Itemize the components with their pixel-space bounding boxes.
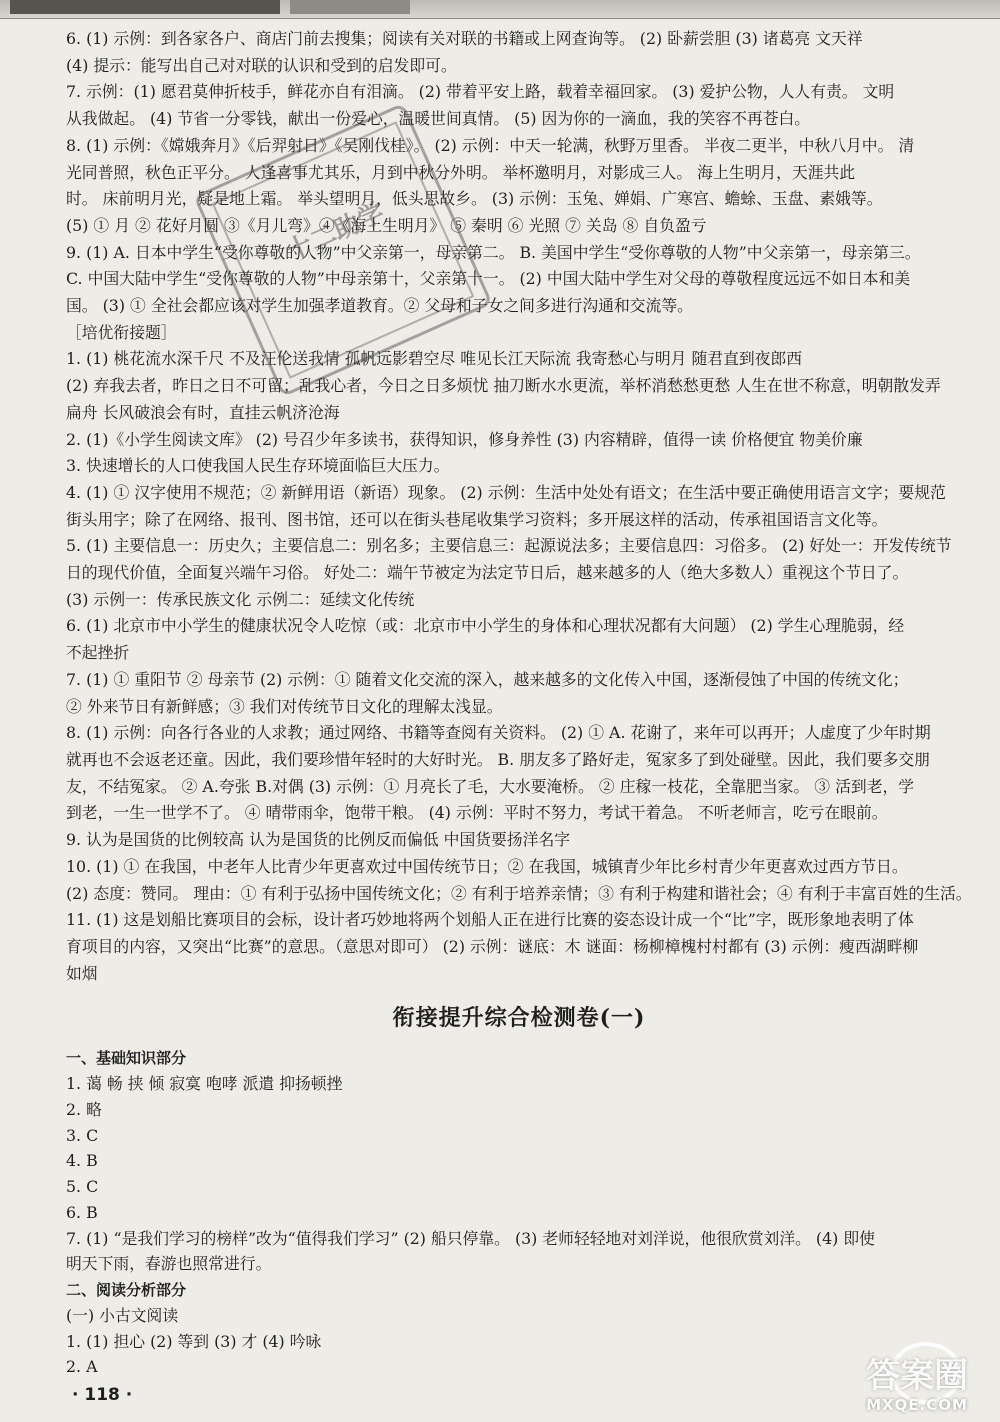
answer-line: 明天下雨，春游也照常进行。	[66, 1254, 272, 1274]
answer-line: 3. C	[66, 1125, 99, 1145]
answer-line: 10. (1) ① 在我国，中老年人比青少年更喜欢过中国传统节日；② 在我国，城镇青少年比乡村青少年更喜欢过西方节日。	[66, 856, 908, 876]
stamp-text: 十二助学	[281, 197, 389, 268]
answer-line: 光同普照，秋色正平分。 人逢喜事尤其乐，月到中秋分外明。 举杯邀明月，对影成三人。 海上生明月，天涯共此	[66, 162, 856, 182]
answer-line: 从我做起。 (4) 节省一分零钱，献出一份爱心，温暖世间真情。 (5) 因为你的一滴血，我的笑容不再苍白。	[66, 109, 811, 129]
answer-line: C. 中国大陆中学生“受你尊敬的人物”中母亲第十，父亲第十一。 (2) 中国大陆中学生对父母的尊敬程度远远不如日本和美	[66, 269, 911, 289]
answer-line: 国。 (3) ① 全社会都应该对学生加强孝道教育。② 父母和子女之间多进行沟通和交流等。	[66, 296, 693, 316]
page-header-strip	[0, 0, 1000, 19]
part-two-heading: 二、阅读分析部分	[66, 1280, 187, 1299]
answer-line: 9. (1) A. 日本中学生“受你尊敬的人物”中父亲第一，母亲第二。 B. 美国中学生“受你尊敬的人物”中父亲第一，母亲第三。	[66, 242, 921, 262]
answer-line: ② 外来节日有新鲜感；③ 我们对传统节日文化的理解太浅显。	[66, 696, 503, 716]
answer-line: ［培优衔接题］	[66, 322, 177, 342]
answer-line: 1. 蔼 畅 挟 倾 寂寞 咆哮 派遣 抑扬顿挫	[66, 1074, 343, 1094]
answer-lines-lower	[66, 1045, 972, 1380]
answer-line: (5) ① 月 ② 花好月圆 ③《月儿弯》④《海上生明月》 ⑤ 秦明 ⑥ 光照 ⑦ 关岛 ⑧ 自负盈亏	[66, 215, 707, 235]
header-book-title-block	[10, 0, 280, 14]
answer-line: 5. C	[66, 1177, 99, 1197]
answer-line: 街头用字；除了在网络、报刊、图书馆，还可以在街头巷尾收集学习资料；多开展这样的活动，传承祖国语言文化等。	[66, 509, 888, 529]
answer-line: 时。 床前明月光，疑是地上霜。 举头望明月，低头思故乡。 (3) 示例：玉兔、婵娟、广寒宫、蟾蜍、玉盘、素娥等。	[66, 189, 883, 209]
answer-line: 4. (1) ① 汉字使用不规范；② 新鲜用语（新语）现象。 (2) 示例：生活中处处有语文；在生活中要正确使用语言文字；要规范	[66, 482, 946, 502]
answer-line: 如烟	[66, 963, 98, 983]
answer-line: 到老，一生一世学不了。 ④ 晴带雨伞，饱带干粮。 (4) 示例：平时不努力，考试干着急。 不听老师言，吃亏在眼前。	[66, 803, 888, 823]
answer-line: (4) 提示：能写出自己对对联的认识和受到的启发即可。	[66, 55, 457, 75]
answer-line: 4. B	[66, 1151, 98, 1171]
answer-lines-upper	[66, 26, 972, 987]
answer-line: 7. (1) ① 重阳节 ② 母亲节 (2) 示例：① 随着文化交流的深入，越来越多的文化传入中国，逐渐侵蚀了中国的传统文化；	[66, 669, 909, 689]
watermark-url: MXQE.COM	[866, 1396, 968, 1414]
part-one-lines	[66, 1071, 972, 1277]
answer-line: 3. 快速增长的人口使我国人民生存环境面临巨大压力。	[66, 456, 450, 476]
answer-line: 日的现代价值，全面复兴端午习俗。 好处二：端午节被定为法定节日后，越来越多的人（绝大多数人）重视这个节日了。	[66, 563, 909, 583]
part-one-heading: 一、基础知识部分	[66, 1049, 187, 1068]
answer-line: 友，不结冤家。 ② A.夸张 B.对偶 (3) 示例：① 月亮长了毛，大水要淹桥。 ② 庄稼一枝花，全靠肥当家。 ③ 活到老，学	[66, 776, 915, 796]
answer-line: 扁舟 长风破浪会有时，直挂云帆济沧海	[66, 402, 340, 422]
answer-line: 6. (1) 示例：到各家各户、商店门前去搜集；阅读有关对联的书籍或上网查询等。 (2) 卧薪尝胆 (3) 诸葛亮 文天祥	[66, 29, 863, 48]
section-title: 衔接提升综合检测卷(一)	[392, 1005, 646, 1032]
answer-line: 6. (1) 北京市中小学生的健康状况令人吃惊（或：北京市中小学生的身体和心理状况都有大问题） (2) 学生心理脆弱，经	[66, 616, 905, 636]
watermark-chars: 答案圈	[866, 1356, 968, 1396]
header-series-block	[290, 0, 410, 14]
answer-line: 8. (1) 示例：《嫦娥奔月》《后羿射日》《吴刚伐桂》。 (2) 示例：中天一轮满，秋野万里香。 半夜二更半，中秋八月中。 清	[66, 135, 915, 155]
answer-line: 育项目的内容，又突出“比赛”的意思。（意思对即可） (2) 示例：谜底：木 谜面：杨柳樟槐村村都有 (3) 示例：瘦西湖畔柳	[66, 936, 919, 956]
part-two-subheading: (一) 小古文阅读	[66, 1305, 179, 1325]
answer-line: 6. B	[66, 1202, 98, 1222]
part-two-lines	[66, 1329, 972, 1380]
answer-line: 2. (1)《小学生阅读文库》 (2) 号召少年多读书，获得知识，修身养性 (3) 内容精辟，值得一读 价格便宜 物美价廉	[66, 429, 863, 449]
page-number: · 118 ·	[72, 1385, 133, 1405]
answer-line: 1. (1) 担心 (2) 等到 (3) 才 (4) 吟咏	[66, 1331, 322, 1351]
answer-line: 1. (1) 桃花流水深千尺 不及汪伦送我情 孤帆远影碧空尽 唯见长江天际流 我寄愁心与明月 随君直到夜郎西	[66, 349, 803, 369]
answer-line: 2. A	[66, 1357, 98, 1377]
answer-line: 2. 略	[66, 1100, 102, 1120]
answer-line: 7. 示例：(1) 愿君莫伸折枝手，鲜花亦自有泪滴。 (2) 带着平安上路，载着幸福回家。 (3) 爱护公物，人人有责。 文明	[66, 82, 895, 102]
answer-line: 8. (1) 示例：向各行各业的人求教；通过网络、书籍等查阅有关资料。 (2) ① A. 花谢了，来年可以再开；人虚度了少年时期	[66, 723, 931, 743]
answer-line: 就再也不会返老还童。因此，我们要珍惜年轻时的大好时光。 B. 朋友多了路好走，冤家多了到处碰壁。因此，我们要多交朋	[66, 749, 930, 769]
answer-line: 11. (1) 这是划船比赛项目的会标，设计者巧妙地将两个划船人正在进行比赛的姿态设计成一个“比”字，既形象地表明了体	[66, 910, 914, 930]
answer-line: 不起挫折	[66, 643, 130, 663]
answer-content	[66, 26, 972, 1380]
answer-line: (2) 态度：赞同。 理由：① 有利于弘扬中国传统文化；② 有利于培养亲情；③ 有利于构建和谐社会；④ 有利于丰富百姓的生活。	[66, 883, 972, 903]
answer-line: (3) 示例一：传承民族文化 示例二：延续文化传统	[66, 589, 415, 609]
answer-line: 7. (1) “是我们学习的榜样”改为“值得我们学习” (2) 船只停靠。 (3) 老师轻轻地对刘洋说，他很欣赏刘洋。 (4) 即使	[66, 1228, 875, 1248]
answer-line: 5. (1) 主要信息一：历史久；主要信息二：别名多；主要信息三：起源说法多；主要信息四：习俗多。 (2) 好处一：开发传统节	[66, 536, 952, 556]
answer-line: 9. 认为是国货的比例较高 认为是国货的比例反而偏低 中国货要扬洋名字	[66, 830, 571, 850]
answer-line: (2) 弃我去者，昨日之日不可留；乱我心者，今日之日多烦忧 抽刀断水水更流，举杯消愁愁更愁 人生在世不称意，明朝散发弄	[66, 376, 941, 396]
